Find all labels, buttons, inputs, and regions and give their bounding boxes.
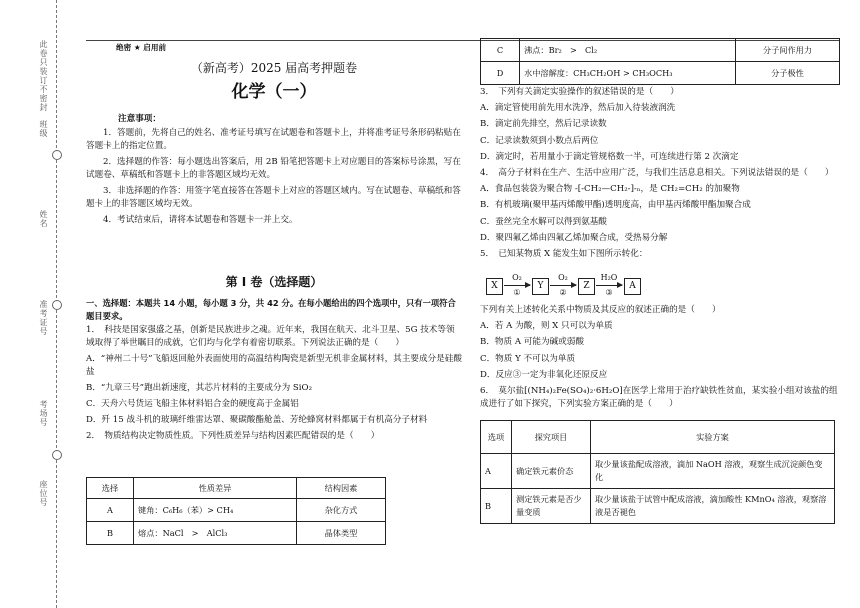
question-1 [86,324,462,446]
q2-table [86,477,386,545]
conversion-diagram [486,270,686,298]
table-cell: 分子极性 [736,62,840,85]
option-b: B．“九章三号”跑出新速度，其芯片材料的主要成分为 SiO₂ [86,382,313,393]
option-d: D．滴定时，若用量小于滴定管规格数一半，可连续进行第 2 次滴定 [480,151,739,162]
part-title: 第 I 卷（选择题） [225,275,323,289]
flow-reagent: O₂ [512,273,522,282]
table-header-cell: 探究项目 [512,421,591,454]
option-d: D．聚四氟乙烯由四氟乙烯加聚合成，受热易分解 [480,232,668,243]
question-stem: 3． 下列有关滴定实验操作的叙述错误的是（ ） [480,87,679,97]
binding-hole [52,450,62,460]
table-cell: 取少量该盐于试管中配成溶液，滴加酸性 KMnO₄ 溶液，观察溶液是否褪色 [591,489,835,524]
question-5-options [480,304,840,414]
table-cell: A [87,499,134,522]
option-a: A．滴定管使用前先用水洗净，然后加入待装液润洗 [480,103,676,114]
question-stem: 2． 物质结构决定物质性质。下列性质差异与结构因素匹配错误的是（ ） [86,430,380,441]
table-cell: C [481,39,520,62]
notice-item: 3．非选择题的作答：用签字笔直接答在答题卡上对应的答题区域内。写在试题卷、草稿纸和答题卡上的非答题区域均无效。 [86,185,461,209]
notice-heading: 注意事项： [118,114,161,124]
table-row [481,454,835,489]
table-header-cell: 选项 [481,421,512,454]
binding-label: 班级 [39,120,48,138]
table-header-row [87,478,386,499]
flow-reagent: H₂O [600,273,618,282]
table-header-cell: 性质差异 [134,478,297,499]
flow-step: ③ [605,288,613,297]
option-d: D．歼 15 战斗机的玻璃纤维雷达罩、聚碳酸酯舱盖、芳纶蜂窝材料都属于有机高分子材料 [86,414,428,425]
q6-table [480,420,835,524]
option-a: A．食品包装袋为聚合物 ‑[‑CH₂—CH₂‑]‑ₙ，是 CH₂=CH₂ 的加聚物 [480,184,740,195]
table-cell: A [481,454,512,489]
option-c: C．蚕丝完全水解可以得到氨基酸 [480,216,607,227]
option-b: B．物质 A 可能为碱或弱酸 [480,337,584,348]
table-cell: 确定铁元素价态 [512,454,591,489]
flow-step: ② [559,288,567,297]
table-cell: 沸点：Br₂ > Cl₂ [520,39,736,62]
option-c: C．记录读数须到小数点后两位 [480,135,599,146]
question-stem: 4． 高分子材料在生产、生活中应用广泛，与我们生活息息相关。下列说法错误的是（ ） [480,167,834,178]
flow-node: A [624,278,641,295]
option-b: B．有机玻璃(聚甲基丙烯酸甲酯)透明度高，由甲基丙烯酸甲酯加聚合成 [480,200,751,211]
table-cell: 取少量该盐配成溶液，滴加 NaOH 溶液，观察生成沉淀颜色变化 [591,454,835,489]
binding-label: 座位号 [39,480,48,507]
table-cell: 测定铁元素是否少量变质 [512,489,591,524]
question-3 [480,86,840,264]
flow-reagent: O₂ [558,273,568,282]
flow-arrow [596,285,622,286]
binding-label: 准考证号 [39,300,48,336]
flow-node: Y [532,278,549,295]
binding-hole [52,300,62,310]
table-cell: D [481,62,520,85]
flow-arrow [504,285,530,286]
option-a: A．“神州二十号”飞船返回舱外表面使用的高温结构陶瓷是新型无机非金属材料，其主要成分是硅酸盐 [86,353,462,377]
question-stem: 下列有关上述转化关系中物质及其反应的叙述正确的是（ ） [480,305,721,315]
question-stem: 1． 科技是国家强盛之基，创新是民族进步之魂。近年来，我国在航天、北斗卫星、5G 技术等领域取得了举世瞩目的成就，它们均与化学有着密切联系。下列说法正确的是（ ） [86,325,455,348]
notice-item: 1．答题前，先将自己的姓名、准考证号填写在试题卷和答题卡上，并将准考证号条形码粘贴在答题卡上的指定位置。 [86,128,461,151]
table-cell: B [481,489,512,524]
table-cell: 熔点：NaCl > AlCl₃ [134,522,297,545]
table-cell: 晶体类型 [297,522,386,545]
table-row [87,522,386,545]
table-header-row [481,421,835,454]
table-header-cell: 实验方案 [591,421,835,454]
binding-hole [52,150,62,160]
flow-arrow [550,285,576,286]
binding-label: 考场号 [39,400,48,427]
table-cell: 键角：C₆H₆（苯）> CH₄ [134,499,297,522]
notice-item: 2．选择题的作答：每小题选出答案后，用 2B 铅笔把答题卡上对应题目的答案标号涂黑，写在试题卷、草稿纸和答题卡上的非答题区域均无效。 [86,156,461,180]
table-cell: 杂化方式 [297,499,386,522]
table-cell: 分子间作用力 [736,39,840,62]
option-c: C．天舟六号货运飞船主体材料铝合金的硬度高于金属铝 [86,398,299,409]
table-cell: 水中溶解度：CH₃CH₂OH > CH₃OCH₃ [520,62,736,85]
flow-step: ① [513,288,521,297]
option-d: D．反应③一定为非氧化还原反应 [480,369,608,380]
table-row [481,39,840,62]
secret-label: 绝密 ★ 启用前 [116,43,167,52]
notice-list [86,127,462,230]
option-b: B．滴定前先排空，然后记录读数 [480,119,607,130]
table-row [87,499,386,522]
question-stem: 6． 莫尔盐[(NH₄)₂Fe(SO₄)₂·6H₂O]在医学上常用于治疗缺铁性贫血，某实验小组对该盐的组成进行了如下探究，下列实验方案正确的是（ ） [480,385,838,409]
binding-label: 此卷只装订不密封 [39,40,48,112]
table-header-cell: 选择 [87,478,134,499]
table-row [481,62,840,85]
question-stem: 5． 已知某物质 X 能发生如下图所示转化： [480,248,648,259]
q2-table-continued [480,38,840,85]
option-a: A．若 A 为酸，则 X 只可以为单质 [480,321,613,332]
table-header-cell: 结构因素 [297,478,386,499]
table-row [481,489,835,524]
option-c: C．物质 Y 不可以为单质 [480,353,576,364]
flow-node: X [486,278,503,295]
binding-margin [0,0,78,608]
table-cell: B [87,522,134,545]
section-heading: 一、选择题：本题共 14 小题，每小题 3 分，共 42 分。在每小题给出的四个选项中，只有一项符合题目要求。 [86,298,456,321]
notice-item: 4．考试结束后，请将本试题卷和答题卡一并上交。 [103,214,298,225]
subject-title: 化学（一） [231,82,317,102]
exam-title: （新高考）2025 届高考押题卷 [190,61,358,75]
flow-node: Z [578,278,595,295]
binding-label: 姓名 [39,210,48,228]
